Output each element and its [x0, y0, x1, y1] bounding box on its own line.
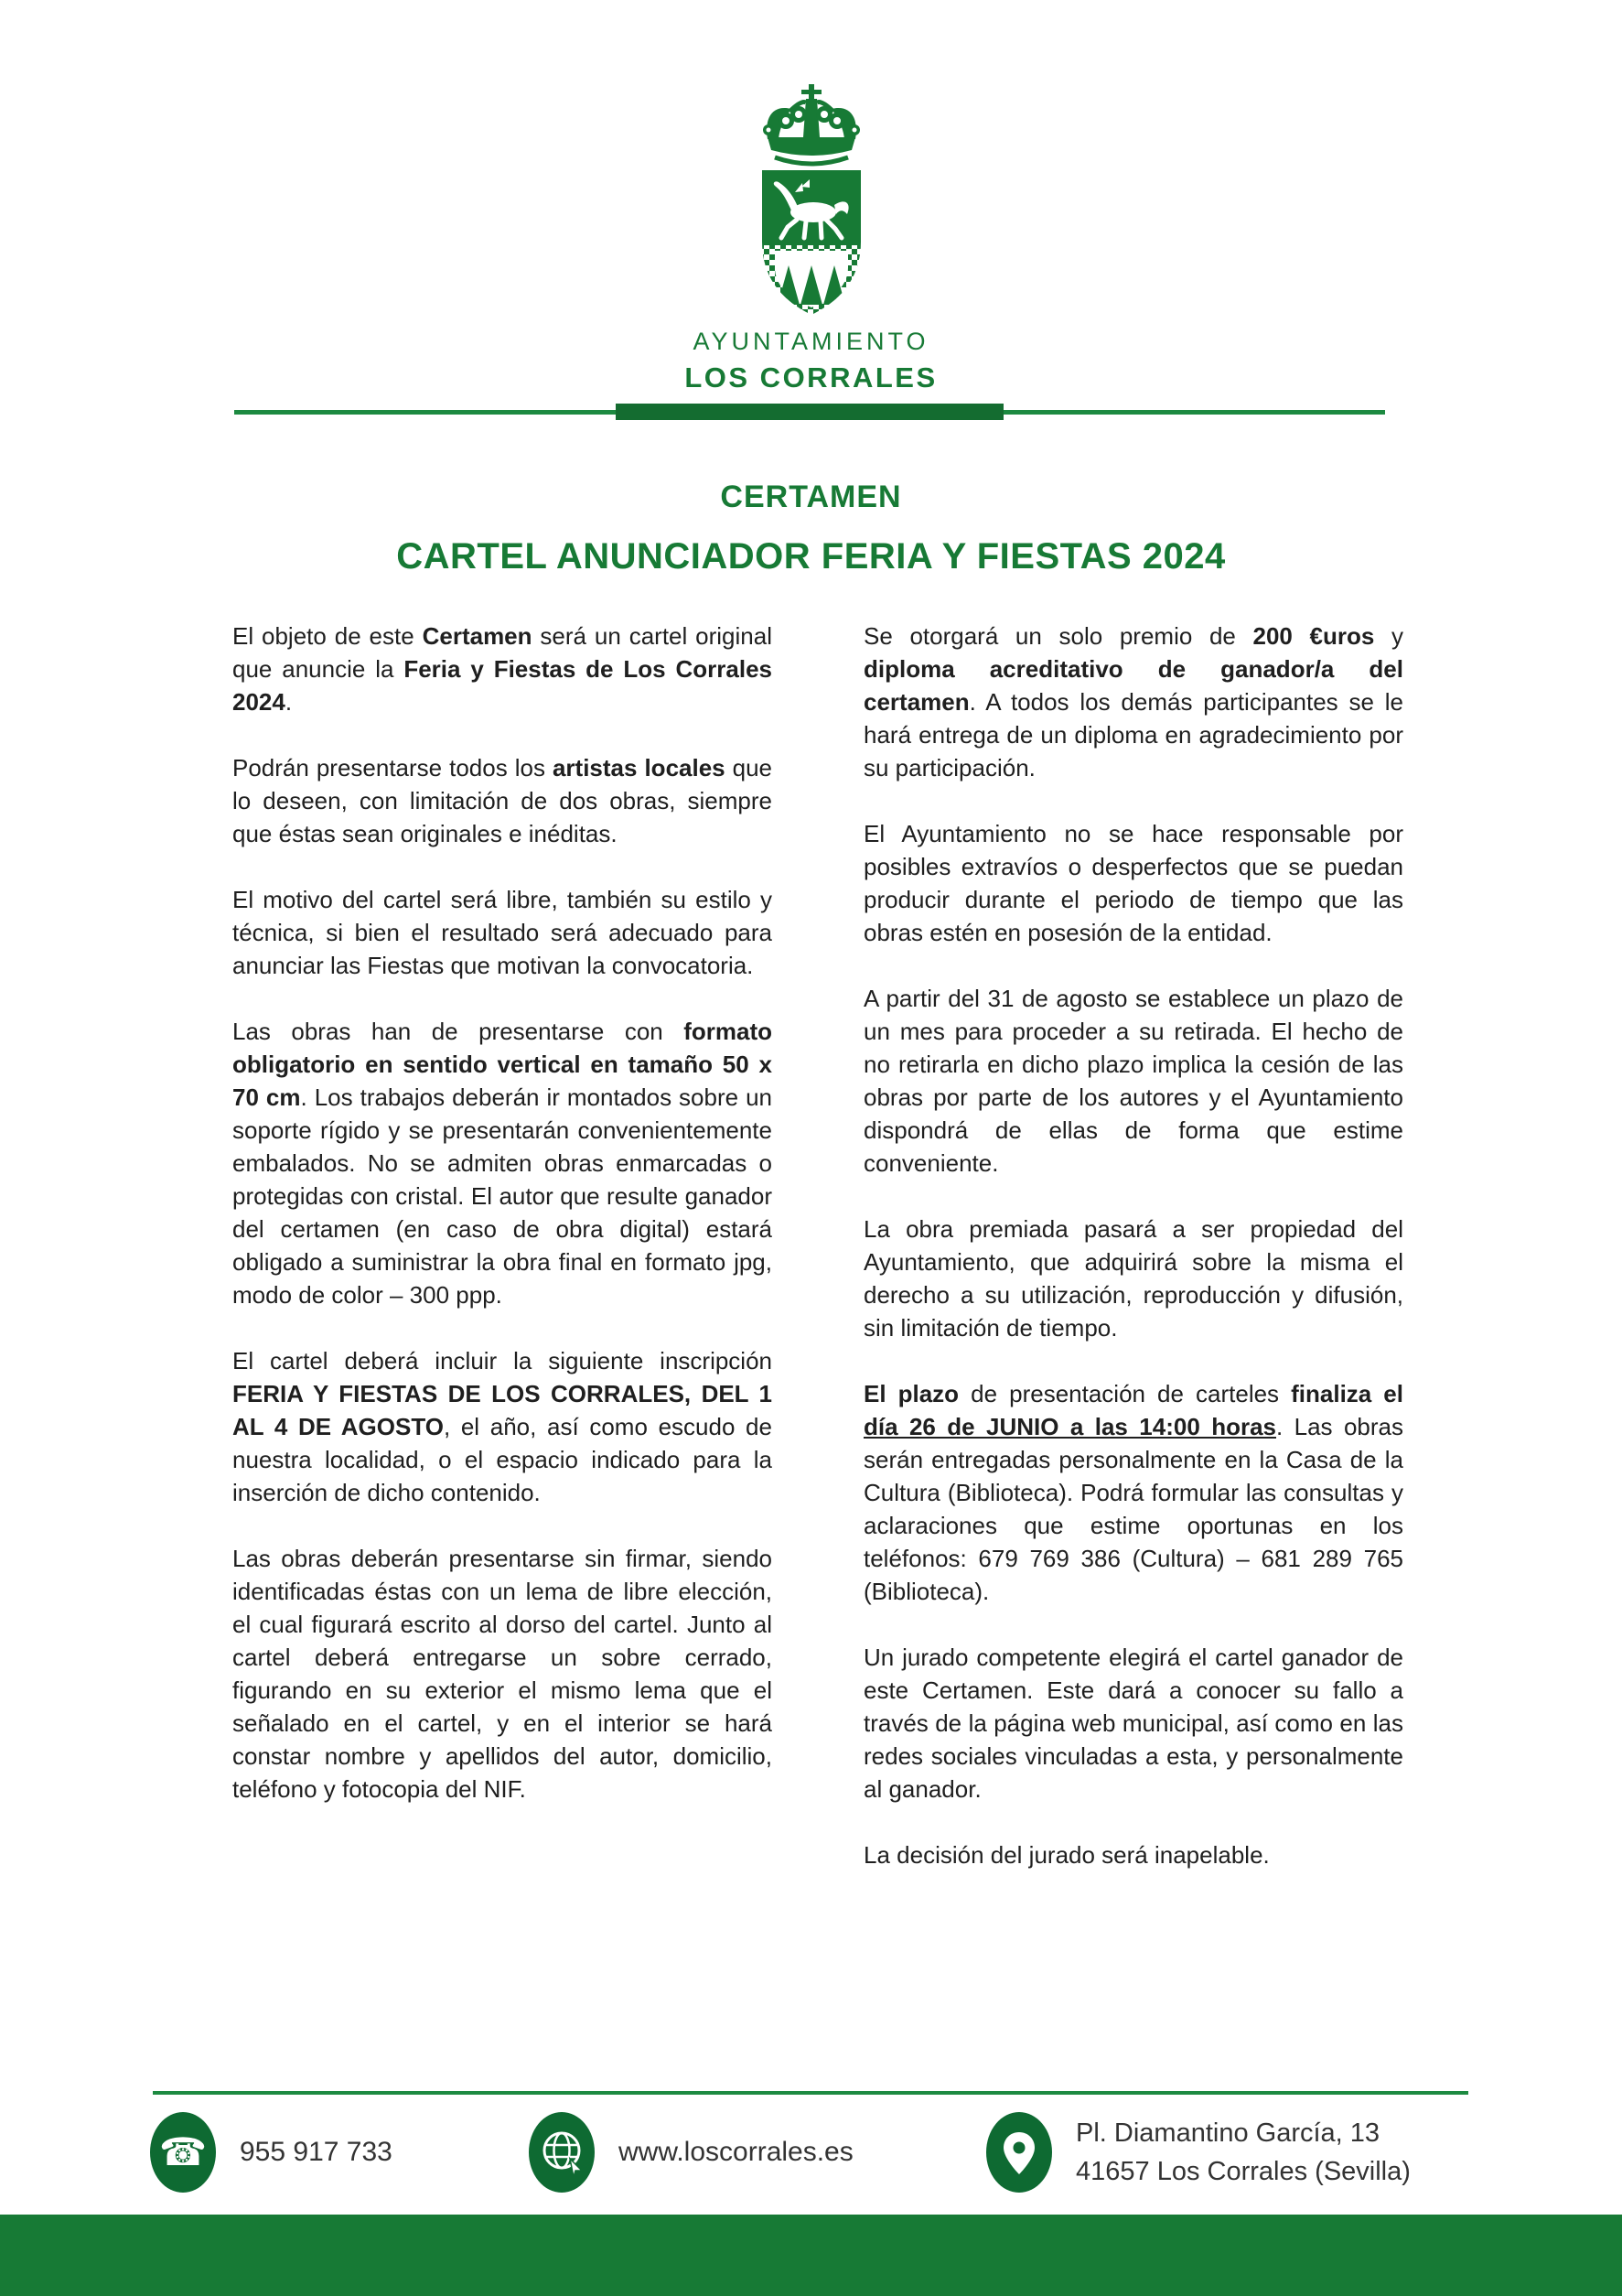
paragraph: El objeto de este Certamen será un cartel original que anuncie la Feria y Fiestas de Los Corrales 2024. — [232, 622, 772, 716]
footer-address-line1: Pl. Diamantino García, 13 — [1076, 2118, 1380, 2148]
left-column — [232, 620, 772, 1871]
paragraph: El plazo de presentación de carteles finaliza el día 26 de JUNIO a las 14:00 horas. Las obras serán entregadas personalmente en la Casa de la Cultura (Biblioteca). Podrá formular las consultas y aclaraciones que estime oportunas en los teléfonos: 679 769 386 (Cultura) – 681 289 765 (Biblioteca). — [864, 1380, 1403, 1605]
paragraph: El Ayuntamiento no se hace responsable por posibles extravíos o desperfectos que se puedan producir durante el periodo de tiempo que las obras estén en posesión de la entidad. — [864, 820, 1403, 946]
doc-subtitle: CARTEL ANUNCIADOR FERIA Y FIESTAS 2024 — [396, 536, 1226, 577]
paragraph: La obra premiada pasará a ser propiedad del Ayuntamiento, que adquirirá sobre la misma el derecho a su utilización, reproducción y difusión, sin limitación de tiempo. — [864, 1215, 1403, 1342]
paragraph: El cartel deberá incluir la siguiente inscripción FERIA Y FIESTAS DE LOS CORRALES, DEL 1 AL 4 DE AGOSTO, el año, así como escudo de nuestra localidad, o el espacio indicado para la inserción de dicho contenido. — [232, 1347, 772, 1506]
paragraph: Se otorgará un solo premio de 200 €uros y diploma acreditativo de ganador/a del certamen. A todos los demás participantes se le hará entrega de un diploma en agradecimiento por su participación. — [864, 622, 1403, 782]
document-header — [0, 0, 1622, 394]
header-divider — [234, 410, 1385, 415]
telephone-icon — [150, 2112, 216, 2193]
los-corrales-crest-logo — [753, 84, 870, 315]
paragraph: A partir del 31 de agosto se establece un plazo de un mes para proceder a su retirada. El hecho de no retirarla en dicho plazo implica la cesión de las obras por parte de los autores y el Ayuntamiento dispondrá de ellas de forma que estime conveniente. — [864, 985, 1403, 1177]
footer-phone — [150, 2112, 392, 2193]
footer-address-text — [1076, 2114, 1411, 2191]
doc-title: CERTAMEN — [720, 480, 902, 514]
org-name-line2: LOS CORRALES — [684, 361, 938, 393]
paragraph: Un jurado competente elegirá el cartel ganador de este Certamen. Este dará a conocer su fallo a través de la página web municipal, así como en las redes sociales vinculadas a esta, y personalmente al ganador. — [864, 1644, 1403, 1803]
paragraph: Las obras han de presentarse con formato obligatorio en sentido vertical en tamaño 50 x 70 cm. Los trabajos deberán ir montados sobre un soporte rígido y se presentarán convenientemente embalados. No se admiten obras enmarcadas o protegidas con cristal. El autor que resulte ganador del certamen (en caso de obra digital) estará obligado a suministrar la obra final en formato jpg, modo de color – 300 ppp. — [232, 1018, 772, 1309]
location-pin-icon — [986, 2112, 1052, 2193]
org-name-line1: AYUNTAMIENTO — [693, 328, 929, 355]
footer-address — [986, 2112, 1411, 2193]
crown-icon — [763, 84, 860, 164]
footer-website-url: www.loscorrales.es — [618, 2137, 854, 2167]
footer-green-band — [0, 2215, 1622, 2296]
paragraph: Podrán presentarse todos los artistas locales que lo deseen, con limitación de dos obras, siempre que éstas sean originales e inéditas. — [232, 754, 773, 847]
footer-divider — [153, 2091, 1468, 2095]
shield-icon — [762, 170, 861, 315]
paragraph: Las obras deberán presentarse sin firmar, siendo identificadas éstas con un lema de libre elección, el cual figurará escrito al dorso del cartel. Junto al cartel deberá entregarse un sobre cerrado, figurando en su exterior el mismo lema que el señalado en el cartel, y en el interior se hará constar nombre y apellidos del autor, domicilio, teléfono y fotocopia del NIF. — [232, 1545, 772, 1803]
footer-website — [529, 2112, 854, 2193]
globe-icon — [529, 2112, 595, 2193]
header-divider-bar — [616, 404, 1004, 420]
paragraph: La decisión del jurado será inapelable. — [864, 1841, 1270, 1869]
svg-text:☎: ☎ — [158, 2129, 208, 2174]
footer-phone-number: 955 917 733 — [240, 2137, 392, 2167]
right-column — [864, 620, 1403, 1871]
body-columns — [232, 620, 1403, 1871]
footer-address-line2: 41657 Los Corrales (Sevilla) — [1076, 2157, 1411, 2186]
paragraph: El motivo del cartel será libre, también su estilo y técnica, si bien el resultado será adecuado para anunciar las Fiestas que motivan la convocatoria. — [232, 886, 772, 979]
